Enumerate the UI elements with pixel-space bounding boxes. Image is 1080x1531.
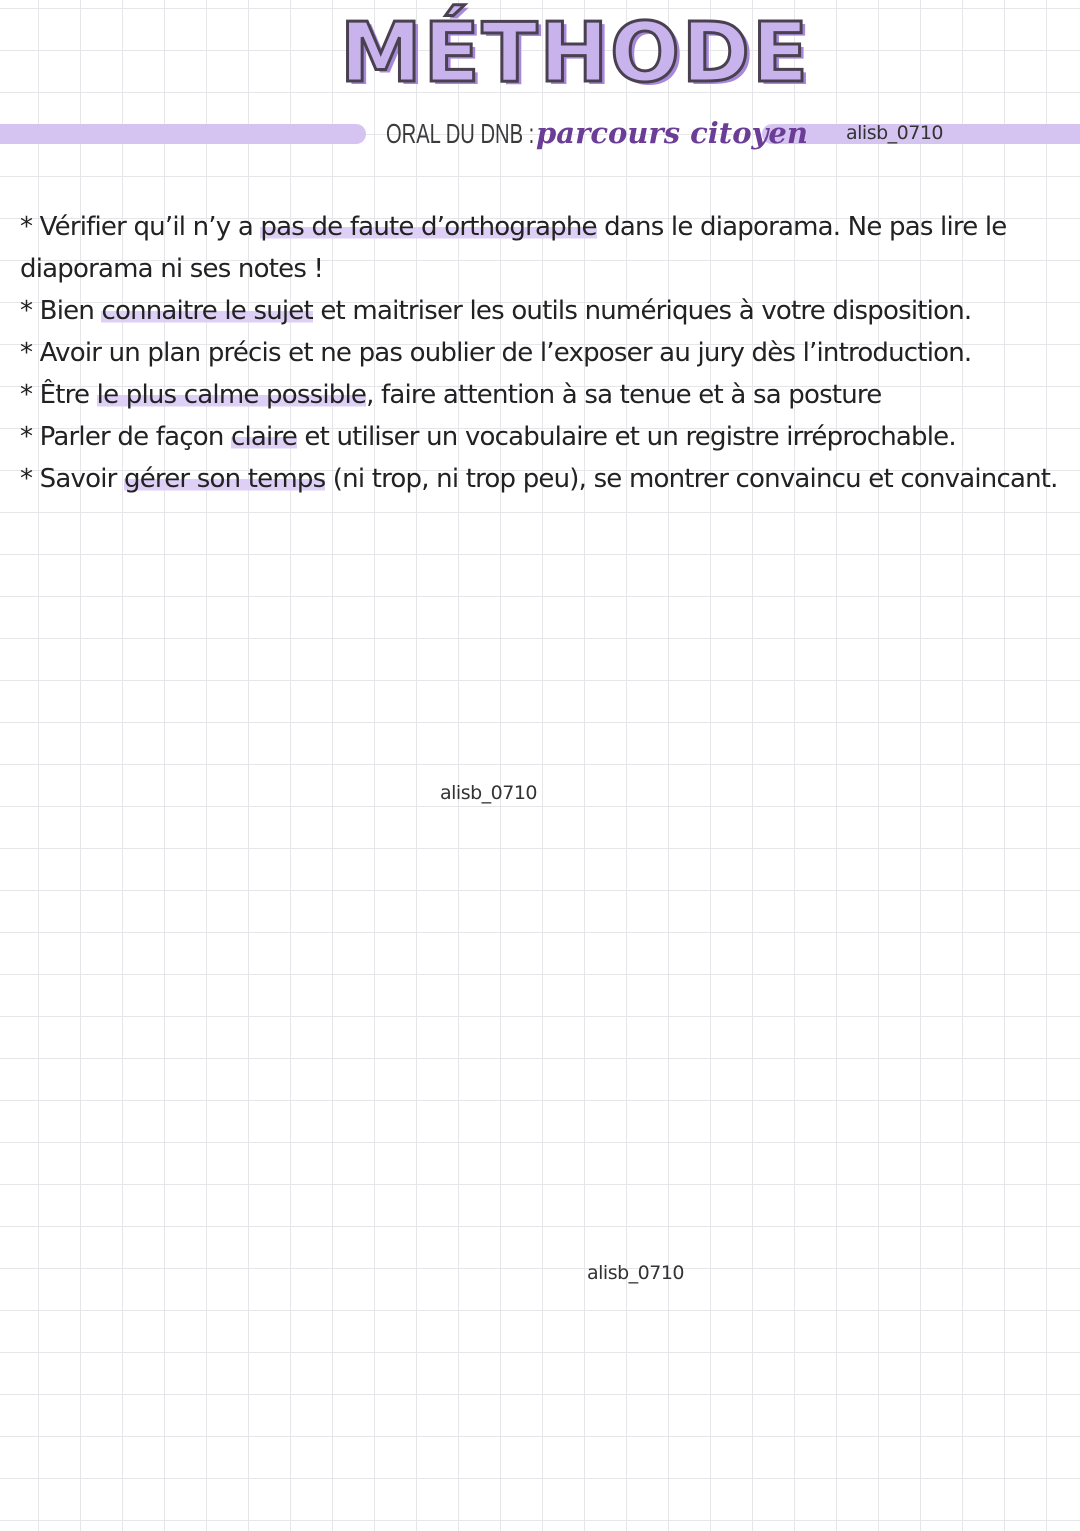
highlighted-text: connaitre le sujet [101,296,313,326]
watermark: alisb_0710 [587,1262,685,1284]
list-item-text: et maitriser les outils numériques à votre disposition. [312,296,972,326]
highlighted-text: le plus calme possible [96,380,367,410]
list-item-text: et utiliser un vocabulaire et un registre irréprochable. [296,422,956,452]
highlighted-text: gérer son temps [123,464,326,494]
list-item-text: * Parler de façon [20,422,231,452]
highlighted-text: claire [230,422,297,452]
list-item [20,290,1060,332]
highlighted-text: pas de faute d’orthographe [260,212,597,242]
header-band-left [0,124,366,144]
method-list [20,206,1060,500]
list-item-text: * Être [20,380,97,410]
list-item-text: * Savoir [20,464,124,494]
list-item-text: * Bien [20,296,102,326]
list-item-text: * Vérifier qu’il n’y a [20,212,261,242]
subtitle [386,116,808,156]
list-item [20,374,1060,416]
list-item-text: (ni trop, ni trop peu), se montrer convaincu et convaincant. [325,464,1058,494]
list-item-text: * Avoir un plan précis et ne pas oublier de l’exposer au jury dès l’introduction. [20,338,972,368]
watermark: alisb_0710 [440,782,538,804]
list-item-text: dans le diaporama. Ne pas lire le diaporama ni ses notes ! [20,212,1007,284]
list-item-text: , faire attention à sa tenue et à sa posture [366,380,882,410]
list-item [20,416,1060,458]
list-item [20,206,1060,290]
subtitle-prefix: ORAL DU DNB : [386,118,535,149]
header-handle: alisb_0710 [846,122,944,144]
page-title: MÉTHODE [340,6,810,101]
list-item [20,332,1060,374]
list-item [20,458,1060,500]
subtitle-accent: parcours citoyen [536,116,808,150]
